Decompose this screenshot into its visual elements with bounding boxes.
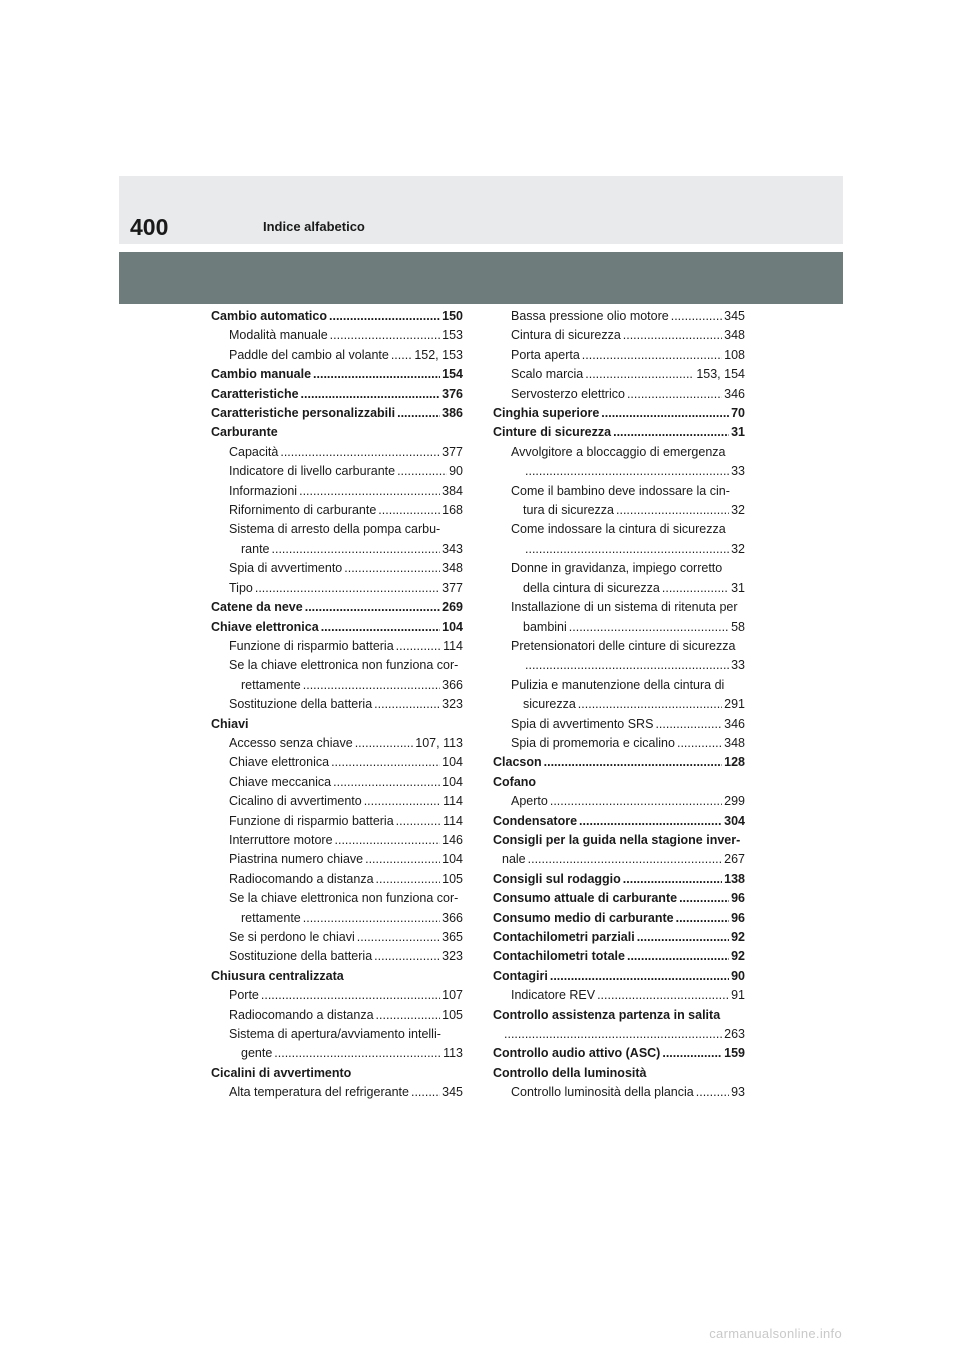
dot-leader (679, 889, 729, 908)
watermark: carmanualsonline.info (709, 1326, 842, 1341)
page-reference: 146 (442, 832, 463, 847)
entry-text: Alta temperatura del refrigerante (229, 1085, 409, 1100)
index-subentry (493, 986, 745, 1005)
page-reference: 113 (443, 1046, 463, 1061)
dot-leader (313, 365, 440, 384)
dot-leader (627, 947, 729, 966)
dot-leader (329, 307, 440, 326)
header-band (119, 252, 843, 304)
entry-text: nale (502, 852, 526, 867)
index-subentry (211, 326, 463, 345)
index-subentry (211, 734, 463, 753)
page-reference: 366 (442, 677, 463, 692)
page-reference: 33 (731, 658, 745, 673)
page-reference: 348 (724, 328, 745, 343)
page-reference: 168 (442, 503, 463, 518)
dot-leader (255, 579, 440, 598)
index-subentry (211, 676, 463, 695)
entry-text: Contachilometri parziali (493, 930, 635, 944)
index-subentry (211, 579, 463, 598)
page-reference: 32 (731, 541, 745, 556)
page-reference: 105 (442, 871, 463, 886)
entry-text: Interruttore motore (229, 832, 333, 847)
entry-text: rettamente (241, 910, 301, 925)
dot-leader (355, 734, 414, 753)
dot-leader (676, 909, 730, 928)
index-subentry (493, 326, 745, 345)
page-reference: 31 (731, 580, 745, 595)
entry-text: della cintura di sicurezza (523, 580, 660, 595)
index-subentry (493, 385, 745, 404)
dot-leader (344, 559, 440, 578)
index-subentry (211, 1083, 463, 1102)
entry-text: Informazioni (229, 483, 298, 498)
entry-text: Controllo luminosità della plancia (511, 1085, 694, 1100)
index-entry (211, 307, 463, 326)
index-subentry (211, 773, 463, 792)
dot-leader (637, 928, 729, 947)
dot-leader (357, 928, 440, 947)
page-number: 400 (130, 214, 169, 240)
index-subentry (493, 850, 745, 869)
entry-text: Caratteristiche personalizzabili (211, 406, 396, 421)
index-subentry (211, 850, 463, 869)
dot-leader (305, 598, 440, 617)
page-reference: 114 (443, 638, 463, 653)
entry-text: Rifornimento di carburante (229, 503, 377, 518)
page-reference: 365 (442, 930, 463, 944)
section-title: Indice alfabetico (263, 219, 365, 234)
entry-text: Se si perdono le chiavi (229, 930, 355, 944)
entry-text: Cinture di sicurezza (493, 425, 612, 440)
dot-leader (627, 385, 722, 404)
index-subentry (211, 753, 463, 772)
page-reference: 104 (442, 755, 463, 770)
page-reference: 348 (724, 735, 745, 750)
entry-text: Cinghia superiore (493, 406, 600, 421)
page-reference: 269 (442, 600, 463, 615)
entry-text: Radiocomando a distanza (229, 871, 374, 886)
page-reference: 114 (443, 813, 463, 828)
entry-text: Chiave meccanica (229, 774, 332, 789)
index-subentry (211, 947, 463, 966)
page-reference: 96 (731, 891, 745, 906)
entry-text: Spia di avvertimento SRS (511, 716, 654, 731)
page-reference: 323 (442, 697, 463, 712)
page-reference: 104 (442, 619, 463, 634)
index-subentry (211, 986, 463, 1005)
page-reference: 107, 113 (415, 735, 463, 750)
entry-text: Modalità manuale (229, 328, 328, 343)
index-entry (493, 947, 745, 966)
index-subentry (493, 1083, 745, 1102)
dot-leader (333, 773, 440, 792)
index-entry (211, 618, 463, 637)
index-subentry (493, 715, 745, 734)
index-subentry (211, 501, 463, 520)
entry-text: Bassa pressione olio motore (511, 309, 669, 323)
index-subentry (493, 462, 745, 481)
entry-text: Condensatore (493, 813, 578, 828)
entry-text: Radiocomando a distanza (229, 1007, 374, 1022)
page-reference: 345 (724, 309, 745, 323)
index-subentry: Pulizia e manutenzione della cintura di (511, 677, 725, 692)
index-subentry (211, 346, 463, 365)
dot-leader (623, 326, 722, 345)
page-reference: 159 (724, 1046, 745, 1061)
index-entry (211, 404, 463, 423)
index-entry: Cicalini di avvertimento (211, 1065, 352, 1080)
index-subentry: Avvolgitore a bloccaggio di emergenza (511, 444, 726, 459)
page-reference: 104 (442, 774, 463, 789)
entry-text: rante (241, 541, 270, 556)
dot-leader (550, 792, 722, 811)
index-entry (493, 967, 745, 986)
page-reference: 345 (442, 1085, 463, 1100)
entry-text: Funzione di risparmio batteria (229, 638, 394, 653)
page-reference: 90 (449, 464, 463, 479)
page-reference: 107 (442, 988, 463, 1003)
index-entry (493, 423, 745, 442)
index-entry (493, 1044, 745, 1063)
dot-leader (662, 579, 729, 598)
page-reference: 32 (731, 503, 745, 518)
dot-leader (601, 404, 729, 423)
dot-leader (272, 540, 441, 559)
entry-text: gente (241, 1046, 273, 1061)
entry-text: sicurezza (523, 697, 576, 712)
entry-text: Servosterzo elettrico (511, 386, 625, 401)
dot-leader (544, 753, 723, 772)
index-subentry (211, 831, 463, 850)
page-reference: 304 (724, 813, 745, 828)
index-entry: Chiusura centralizzata (211, 968, 344, 983)
index-entry: Chiavi (211, 716, 249, 731)
entry-text: Indicatore REV (511, 988, 596, 1003)
page-reference: 299 (724, 794, 745, 809)
index-entry (493, 928, 745, 947)
entry-text: rettamente (241, 677, 301, 692)
index-subentry (493, 656, 745, 675)
page-reference: 90 (731, 968, 745, 983)
dot-leader (397, 404, 440, 423)
dot-leader (613, 423, 729, 442)
entry-text: Catene da neve (211, 600, 303, 615)
page-reference: 152, 153 (414, 347, 463, 362)
index-entry (211, 598, 463, 617)
entry-text: Porta aperta (511, 347, 580, 362)
index-entry: Controllo assistenza partenza in salita (493, 1007, 721, 1022)
dot-leader (550, 967, 729, 986)
dot-leader (578, 695, 722, 714)
page-reference: 92 (731, 930, 745, 944)
dot-leader (528, 850, 723, 869)
index-entry (493, 909, 745, 928)
dot-leader (376, 870, 441, 889)
page-reference: 104 (442, 852, 463, 867)
entry-text: Aperto (511, 794, 548, 809)
page-reference: 138 (724, 871, 745, 886)
header-bar (119, 176, 843, 244)
page-reference: 291 (724, 697, 745, 712)
index-entry: Controllo della luminosità (493, 1065, 647, 1080)
index-subentry (211, 482, 463, 501)
entry-text: Caratteristiche (211, 386, 299, 401)
entry-text: Cintura di sicurezza (511, 328, 621, 343)
entry-text: Accesso senza chiave (229, 735, 353, 750)
index-entry: Cofano (493, 774, 537, 789)
index-entry (493, 404, 745, 423)
page-reference: 33 (731, 464, 745, 479)
dot-leader (365, 850, 440, 869)
page-reference: 267 (724, 852, 745, 867)
index-subentry (211, 792, 463, 811)
dot-leader (303, 676, 440, 695)
index-subentry (493, 579, 745, 598)
index-subentry (493, 695, 745, 714)
page-reference: 150 (442, 309, 463, 323)
page-reference: 377 (442, 580, 463, 595)
page-reference: 92 (731, 949, 745, 964)
entry-text: bambini (523, 619, 567, 634)
dot-leader (378, 501, 440, 520)
index-subentry (211, 540, 463, 559)
index-subentry: Pretensionatori delle cinture di sicurezza (511, 638, 736, 653)
index-subentry (493, 618, 745, 637)
index-entry: Carburante (211, 425, 278, 440)
index-entry (493, 753, 745, 772)
index-subentry: Sistema di arresto della pompa carbu- (229, 522, 441, 537)
dot-leader (597, 986, 729, 1005)
dot-leader (397, 462, 447, 481)
dot-leader (396, 637, 441, 656)
index-subentry (493, 792, 745, 811)
index-subentry (211, 1006, 463, 1025)
dot-leader (299, 482, 440, 501)
page-reference: 386 (442, 406, 463, 421)
index-subentry (211, 462, 463, 481)
dot-leader (303, 909, 440, 928)
index-subentry (493, 346, 745, 365)
page-reference: 58 (731, 619, 745, 634)
entry-text: Contachilometri totale (493, 949, 625, 964)
index-entry (211, 365, 463, 384)
dot-leader (261, 986, 440, 1005)
index-subentry: Se la chiave elettronica non funziona cor- (229, 658, 459, 673)
dot-leader (569, 618, 729, 637)
dot-leader (274, 1044, 441, 1063)
dot-leader (696, 1083, 729, 1102)
entry-text: Consigli sul rodaggio (493, 871, 621, 886)
page-reference: 366 (442, 910, 463, 925)
entry-text: Spia di promemoria e cicalino (511, 735, 675, 750)
entry-text: tura di sicurezza (523, 503, 615, 518)
index-subentry (493, 1025, 745, 1044)
index-subentry (211, 909, 463, 928)
page-reference: 323 (442, 949, 463, 964)
dot-leader (331, 753, 440, 772)
entry-text: Clacson (493, 755, 542, 770)
page-reference: 376 (442, 386, 463, 401)
dot-leader (301, 385, 441, 404)
index-subentry (493, 540, 745, 559)
entry-text: Scalo marcia (511, 367, 584, 382)
entry-text: Sostituzione della batteria (229, 697, 373, 712)
page-reference: 128 (724, 755, 745, 770)
entry-text: Paddle del cambio al volante (229, 347, 389, 362)
entry-text: Indicatore di livello carburante (229, 464, 396, 479)
dot-leader (616, 501, 729, 520)
dot-leader (525, 656, 729, 675)
index-subentry: Come il bambino deve indossare la cin- (511, 483, 730, 498)
dot-leader (671, 307, 722, 326)
dot-leader (677, 734, 722, 753)
index-subentry: Se la chiave elettronica non funziona cor- (229, 891, 459, 906)
index-entry (493, 870, 745, 889)
entry-text: Cicalino di avvertimento (229, 794, 362, 809)
index-subentry: Come indossare la cintura di sicurezza (511, 522, 726, 537)
page-reference: 153 (442, 328, 463, 343)
index-subentry (493, 365, 745, 384)
entry-text: Capacità (229, 444, 279, 459)
page-reference: 96 (731, 910, 745, 925)
index-entry: Consigli per la guida nella stagione inver- (493, 832, 741, 847)
entry-text: Cambio automatico (211, 309, 327, 323)
dot-leader (525, 462, 729, 481)
page-reference: 93 (731, 1085, 745, 1100)
dot-leader (391, 346, 413, 365)
page-reference: 263 (724, 1027, 745, 1042)
page-reference: 384 (442, 483, 463, 498)
page-reference: 346 (724, 386, 745, 401)
entry-text: Spia di avvertimento (229, 561, 343, 576)
index-subentry (211, 1044, 463, 1063)
dot-leader (321, 618, 440, 637)
dot-leader (623, 870, 722, 889)
index-subentry: Sistema di apertura/avviamento intelli- (229, 1027, 441, 1042)
dot-leader (396, 812, 441, 831)
index-subentry: Installazione di un sistema di ritenuta per (511, 600, 738, 615)
entry-text: Consumo medio di carburante (493, 910, 674, 925)
index-column-right (493, 307, 745, 1103)
page-reference: 108 (724, 347, 745, 362)
index-entry (211, 385, 463, 404)
entry-text: Cambio manuale (211, 367, 312, 382)
dot-leader (280, 443, 440, 462)
dot-leader (374, 695, 440, 714)
page-reference: 31 (731, 425, 745, 440)
entry-text: Funzione di risparmio batteria (229, 813, 394, 828)
dot-leader (662, 1044, 722, 1063)
index-subentry (211, 443, 463, 462)
entry-text: Tipo (229, 580, 253, 595)
dot-leader (504, 1025, 722, 1044)
dot-leader (655, 715, 722, 734)
index-subentry (211, 637, 463, 656)
index-entry (493, 889, 745, 908)
page-reference: 343 (442, 541, 463, 556)
entry-text: Porte (229, 988, 259, 1003)
dot-leader (335, 831, 441, 850)
entry-text: Consumo attuale di carburante (493, 891, 678, 906)
index-entry (493, 812, 745, 831)
page-reference: 346 (724, 716, 745, 731)
entry-text: Sostituzione della batteria (229, 949, 373, 964)
page-reference: 348 (442, 561, 463, 576)
index-subentry: Donne in gravidanza, impiego corretto (511, 561, 723, 576)
index-subentry (493, 307, 745, 326)
page-reference: 114 (443, 794, 463, 809)
index-subentry (493, 734, 745, 753)
dot-leader (376, 1006, 441, 1025)
index-subentry (211, 870, 463, 889)
dot-leader (330, 326, 440, 345)
dot-leader (411, 1083, 440, 1102)
dot-leader (579, 812, 722, 831)
dot-leader (374, 947, 440, 966)
page-reference: 70 (731, 406, 745, 421)
index-subentry (211, 559, 463, 578)
page-reference: 154 (442, 367, 463, 382)
index-subentry (211, 928, 463, 947)
entry-text: Contagiri (493, 968, 548, 983)
dot-leader (525, 540, 729, 559)
page-reference: 153, 154 (696, 367, 745, 382)
page-reference: 91 (731, 988, 745, 1003)
entry-text: Controllo audio attivo (ASC) (493, 1046, 661, 1061)
page-reference: 377 (442, 444, 463, 459)
index-subentry (493, 501, 745, 520)
dot-leader (364, 792, 441, 811)
index-column-left (211, 307, 463, 1103)
dot-leader (582, 346, 722, 365)
entry-text: Chiave elettronica (211, 619, 319, 634)
index-subentry (211, 812, 463, 831)
entry-text: Piastrina numero chiave (229, 852, 364, 867)
dot-leader (585, 365, 694, 384)
entry-text: Chiave elettronica (229, 755, 330, 770)
index-subentry (211, 695, 463, 714)
page-reference: 105 (442, 1007, 463, 1022)
